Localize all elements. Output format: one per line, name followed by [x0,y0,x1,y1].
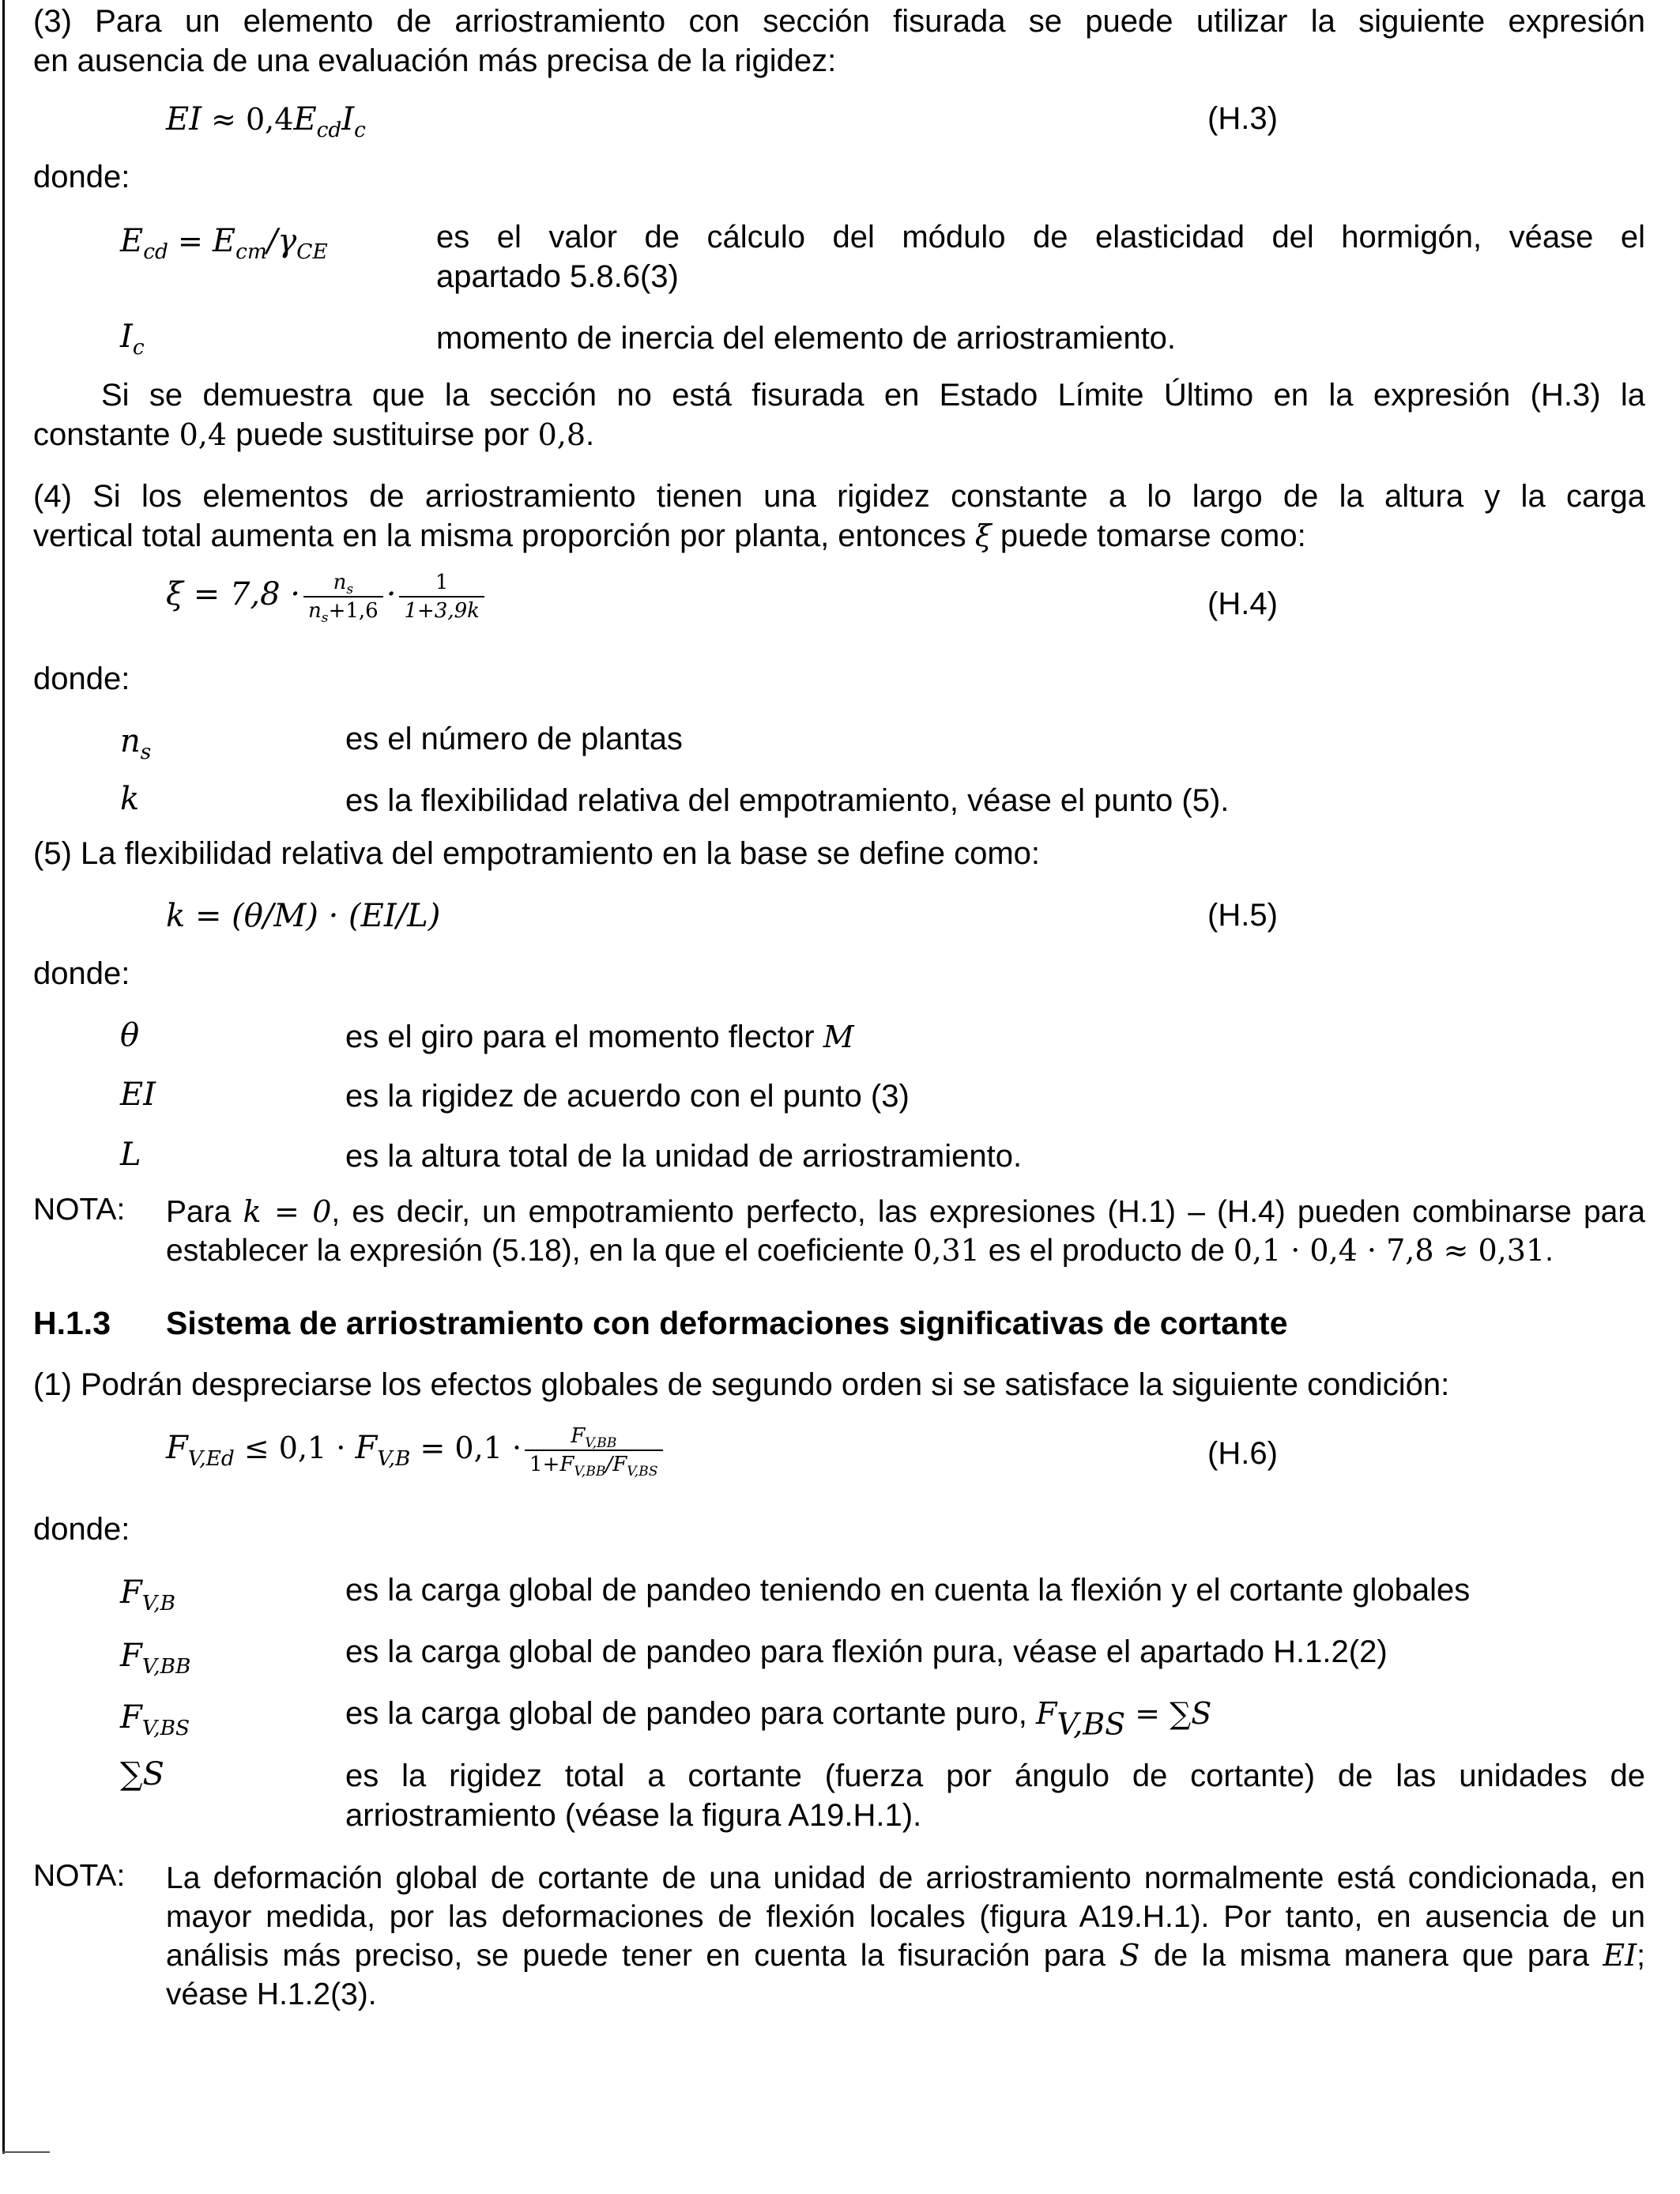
def-text-fvb: es la carga global de pandeo teniendo en cuenta la flexión y el cortante globales [345,1573,1471,1608]
def-symbol-ecd: $E_{cd} = E_{cm}/\gamma_{CE}$ [120,223,328,265]
def-text-sum-s: es la rigidez total a cortante (fuerza por ángulo de cortante) de las unidades de arriostramiento (véase la figura A19.H.1). [345,1759,1645,1833]
equation-h5: k = (θ/M) · (EI/L) [166,898,441,934]
def-symbol-fvbs: $F_{V,BS}$ [120,1699,190,1741]
section-title-h13: Sistema de arriostramiento con deformaciones significativas de cortante [166,1305,1288,1341]
page-left-border [2,0,5,2154]
paragraph-unfissured: Si se demuestra que la sección no está fisurada en Estado Límite Último en la expresión (H.3) la constante 0,4 puede sustituirse por 0,8. [33,378,1645,452]
def-text-fvbb: es la carga global de pandeo para flexión pura, véase el apartado H.1.2(2) [345,1634,1388,1669]
def-symbol-fvbb: $F_{V,BB}$ [120,1638,191,1679]
note-2-body: La deformación global de cortante de una unidad de arriostramiento normalmente está condicionada, en mayor medida, por las deformaciones de flexión locales (figura A19.H.1). Por tanto, en ausencia de un análisis más preciso, se puede tener en cuenta la fisuración para S de la misma manera que para EI; véase H.1.2(3). [166,1861,1645,2011]
equation-h6: $F_{V,Ed} \le 0,1 \cdot F_{V,B} = 0,1$ · $\frac{F_{V,BB}}{1+F_{V,BB}/F_{V,BS}}$ [166,1423,666,1478]
def-text-ns: es el número de plantas [345,722,683,756]
def-symbol-l: L [120,1137,141,1173]
def-text-fvbs: es la carga global de pandeo para cortante puro, $F_{V,BS} = \sum S$ [345,1696,1212,1742]
def-symbol-sum-s: ∑S [120,1756,164,1793]
equation-h3: EI ≈ $0,4E_{cd}I_c$ [166,101,366,143]
fraction-k: $\frac{1}{1+3,9k}$ [399,569,484,624]
def-text-ecd: es el valor de cálculo del módulo de elasticidad del hormigón, véase el apartado 5.8.6(3) [436,220,1645,294]
equation-number-h6: (H.6) [1207,1436,1278,1471]
def-text-ei: es la rigidez de acuerdo con el punto (3) [345,1079,910,1114]
donde-label-3: donde: [33,956,130,991]
page-bottom-mark [2,2151,50,2153]
fraction-fvb: $\frac{F_{V,BB}}{1+F_{V,BB}/F_{V,BS}}$ [525,1423,662,1478]
equation-number-h4: (H.4) [1207,586,1278,621]
donde-label-1: donde: [33,160,130,194]
paragraph-3 [33,2,1645,81]
note-2-label: NOTA: [33,1859,126,1893]
note-1-body: Para k = 0, es decir, un empotramiento perfecto, las expresiones (H.1) – (H.4) pueden combinarse para establecer la expresión (5.18), en la que el coeficiente 0,31 es el producto de 0,1 · 0,4 · 7,8 ≈ 0,31. [166,1194,1645,1268]
paragraph-4: (4) Si los elementos de arriostramiento tienen una rigidez constante a lo largo de la altura y la carga vertical total aumenta en la misma proporción por planta, entonces ξ puede tomarse como: [33,479,1645,553]
def-text-l: es la altura total de la unidad de arriostramiento. [345,1139,1023,1174]
def-symbol-ic: $I_c$ [120,319,145,360]
donde-label-2: donde: [33,662,130,696]
equation-h4: ξ = 7,8 · $\frac{n_s}{n_s+1,6}$ · $\frac{1}{1+3,9k}$ [166,569,488,624]
def-text-ic: momento de inercia del elemento de arriostramiento. [436,321,1177,356]
def-symbol-fvb: $F_{V,B}$ [120,1574,175,1616]
equation-number-h5: (H.5) [1207,898,1278,933]
paragraph-3-line-2: en ausencia de una evaluación más precisa de la rigidez: [33,43,837,78]
fraction-ns: $\frac{n_s}{n_s+1,6}$ [303,569,383,624]
def-symbol-k: k [120,781,140,817]
section-number-h13: H.1.3 [33,1305,111,1341]
def-text-k: es la flexibilidad relativa del empotramiento, véase el punto (5). [345,783,1230,818]
def-symbol-ei: EI [120,1076,156,1113]
donde-label-4: donde: [33,1512,130,1547]
equation-number-h3: (H.3) [1207,101,1278,136]
paragraph-3-line-1: (3) Para un elemento de arriostramiento con sección fisurada se puede utilizar la siguiente expresión [33,4,1645,39]
note-1-label: NOTA: [33,1193,126,1227]
def-symbol-ns: $n_s$ [120,723,152,765]
paragraph-5: (5) La flexibilidad relativa del empotramiento en la base se define como: [33,836,1041,871]
def-symbol-theta: θ [120,1017,140,1054]
paragraph-h13-1: (1) Podrán despreciarse los efectos globales de segundo orden si se satisface la siguiente condición: [33,1367,1450,1402]
def-text-theta: es el giro para el momento flector M [345,1020,854,1054]
